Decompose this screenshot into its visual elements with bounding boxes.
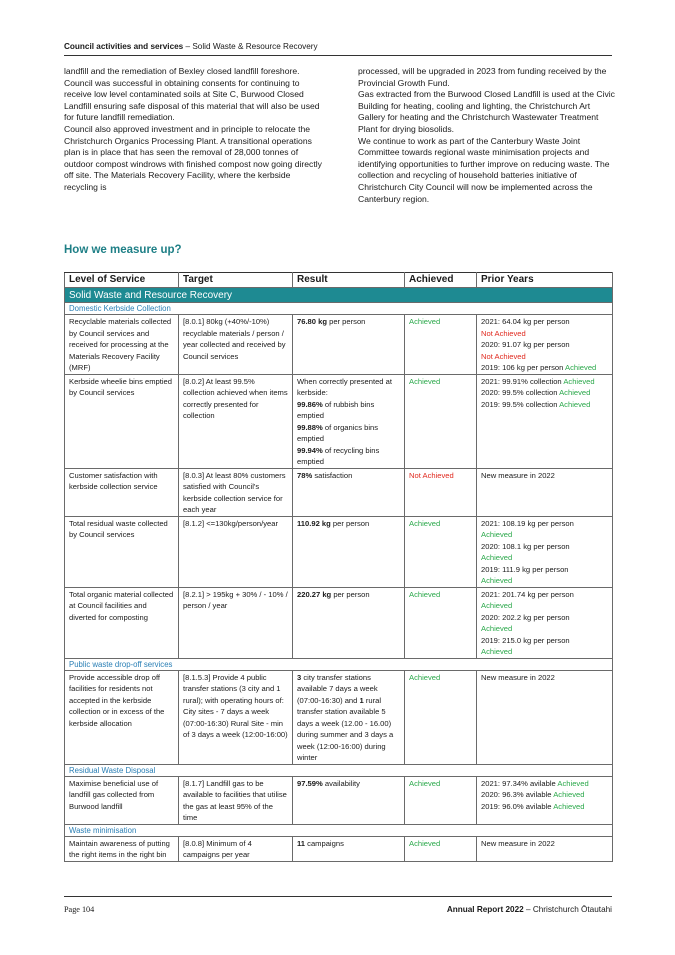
result-line <box>297 470 400 482</box>
table-row <box>65 776 613 824</box>
result-value: 99.86% <box>297 399 323 409</box>
result-value: 99.94% <box>297 445 323 455</box>
table-row <box>65 670 613 764</box>
level-of-service-cell: Maintain awareness of putting the right items in the right bin <box>65 836 179 861</box>
report-city: Christchurch Ōtautahi <box>532 905 612 914</box>
result-cell <box>293 468 405 516</box>
prior-year-status: Achieved <box>553 801 585 811</box>
result-cell <box>293 516 405 587</box>
prior-year-text: New measure in 2022 <box>481 470 555 480</box>
prior-year-text: 2019: 215.0 kg per person <box>481 635 570 645</box>
service-level-table <box>64 272 613 862</box>
table-row <box>65 587 613 658</box>
level-of-service-cell: Customer satisfaction with kerbside collection service <box>65 468 179 516</box>
prior-years-cell <box>477 587 613 658</box>
result-cell <box>293 836 405 861</box>
table-body <box>65 288 613 862</box>
result-text: city transfer stations available 7 days a week (07:00-16:30) and <box>297 672 378 705</box>
prior-year-line <box>481 362 608 374</box>
prior-year-status: Achieved <box>481 624 513 633</box>
target-cell: [8.0.1] 80kg (+40%/-10%) recyclable materials / person / year collected and received by Council services <box>179 315 293 375</box>
result-text: rural transfer station available 5 days a week (12.00 - 16.00) during summer and 3 days a week (12:00-16:00) during winter <box>297 695 394 762</box>
result-value: 1 <box>359 695 364 705</box>
prior-year-status: Achieved <box>565 363 597 372</box>
result-value: 99.88% <box>297 422 323 432</box>
level-of-service-cell: Total organic material collected at Council facilities and diverted for composting <box>65 587 179 658</box>
header-prior-years: Prior Years <box>477 273 613 288</box>
prior-year-status: Achieved <box>559 399 591 409</box>
prior-year-line <box>481 339 608 351</box>
page-number: Page 104 <box>64 905 95 914</box>
prior-year-text: 2021: 201.74 kg per person <box>481 589 574 599</box>
target-cell: [8.2.1] > 195kg + 30% / - 10% / person / year <box>179 587 293 658</box>
subheading-label: Domestic Kerbside Collection <box>65 303 613 315</box>
header-section: Council activities and services <box>64 42 184 51</box>
prior-year-status: Achieved <box>553 790 585 799</box>
prior-year-line <box>481 623 608 635</box>
prior-year-line <box>481 351 608 363</box>
prior-year-line <box>481 518 608 530</box>
table-row <box>65 836 613 861</box>
result-line <box>297 589 400 601</box>
header-level-of-service: Level of Service <box>65 273 179 288</box>
achieved-cell: Achieved <box>405 670 477 764</box>
paragraph: Council also approved investment and in principle to relocate the Christchurch Organics Processing Plant. A transitional operations plan is in place that has seen the removal of 28,000 tonnes of outdoor compost windrows with finished compost now going directly off site. The Materials Recovery Facility, where the kerbside recycling is <box>64 123 322 192</box>
result-text: of organics bins emptied <box>297 422 379 443</box>
prior-year-line <box>481 387 608 399</box>
result-value: 11 <box>297 838 306 848</box>
prior-years-cell <box>477 374 613 468</box>
achieved-cell: Not Achieved <box>405 468 477 516</box>
prior-year-line <box>481 564 608 576</box>
achieved-cell: Achieved <box>405 776 477 824</box>
prior-year-text: 2020: 91.07 kg per person <box>481 340 570 349</box>
prior-year-text: 2019: 96.0% avilable <box>481 801 554 811</box>
prior-year-text: New measure in 2022 <box>481 672 555 682</box>
result-value: 97.59% <box>297 778 323 788</box>
prior-years-cell <box>477 315 613 375</box>
prior-year-text: 2019: 99.5% collection <box>481 399 560 409</box>
page-header <box>64 41 612 56</box>
prior-years-cell <box>477 776 613 824</box>
result-text: of rubbish bins emptied <box>297 399 375 420</box>
prior-year-text: 2019: 111.9 kg per person <box>481 564 569 574</box>
result-line <box>297 778 400 790</box>
prior-year-status: Achieved <box>481 576 513 585</box>
target-cell: [8.0.2] At least 99.5% collection achieved when items correctly presented for collection <box>179 374 293 468</box>
result-line <box>297 518 400 530</box>
prior-year-status: Achieved <box>557 778 589 788</box>
subheading-row <box>65 824 613 836</box>
target-cell: [8.1.7] Landfill gas to be available to facilities that utilise the gas at least 95% of the time <box>179 776 293 824</box>
right-column <box>358 66 618 205</box>
prior-year-line <box>481 646 608 658</box>
prior-year-line <box>481 635 608 647</box>
subheading-label: Waste minimisation <box>65 824 613 836</box>
target-cell: [8.0.3] At least 80% customers satisfied with Council's kerbside collection service for each year <box>179 468 293 516</box>
level-of-service-cell: Kerbside wheelie bins emptied by Council services <box>65 374 179 468</box>
prior-years-cell <box>477 516 613 587</box>
table-row <box>65 516 613 587</box>
result-line <box>297 445 400 468</box>
result-value: 220.27 kg <box>297 589 332 599</box>
prior-year-text: 2021: 97.34% avilable <box>481 778 558 788</box>
prior-year-line <box>481 575 608 587</box>
target-cell: [8.1.2] <=130kg/person/year <box>179 516 293 587</box>
prior-year-text: 2021: 64.04 kg per person <box>481 317 570 326</box>
achieved-cell: Achieved <box>405 516 477 587</box>
header-result: Result <box>293 273 405 288</box>
result-line <box>297 399 400 422</box>
result-line <box>297 376 400 399</box>
achieved-cell: Achieved <box>405 587 477 658</box>
prior-year-status: Achieved <box>481 647 513 656</box>
prior-year-status: Achieved <box>563 376 595 386</box>
header-target: Target <box>179 273 293 288</box>
level-of-service-cell: Total residual waste collected by Council services <box>65 516 179 587</box>
band-title: Solid Waste and Resource Recovery <box>65 288 613 303</box>
result-line <box>297 422 400 445</box>
result-line <box>297 838 400 850</box>
table-row <box>65 374 613 468</box>
header-subsection: Solid Waste & Resource Recovery <box>192 42 318 51</box>
header-achieved: Achieved <box>405 273 477 288</box>
prior-year-line <box>481 399 608 411</box>
result-text: of recycling bins emptied <box>297 445 380 466</box>
prior-year-line <box>481 316 608 328</box>
subheading-row <box>65 303 613 315</box>
prior-year-line <box>481 672 608 684</box>
prior-year-status: Achieved <box>481 601 513 610</box>
prior-years-cell <box>477 670 613 764</box>
paragraph: landfill and the remediation of Bexley closed landfill foreshore. Council was successful in obtaining consents for continuing to receive low level contaminated soils at Site C, Burwood Closed Landfill ensuring safe disposal of this material that will also be used for future landfill remediation. <box>64 66 320 123</box>
prior-year-text: New measure in 2022 <box>481 838 555 848</box>
prior-year-text: 2019: 106 kg per person <box>481 363 566 372</box>
result-cell <box>293 374 405 468</box>
result-text: per person <box>326 317 366 326</box>
subheading-label: Public waste drop-off services <box>65 658 613 670</box>
result-cell <box>293 315 405 375</box>
paragraph: We continue to work as part of the Canterbury Waste Joint Committee towards regional waste minimisation projects and identifying opportunities to further improve on reducing waste. The collection and recycling of household batteries initiative of Christchurch City Council will now be implemented across the Canterbury region. <box>358 135 610 204</box>
result-text: campaigns <box>305 838 344 848</box>
prior-year-line <box>481 541 608 553</box>
prior-year-line <box>481 552 608 564</box>
prior-year-status: Not Achieved <box>481 328 526 338</box>
target-cell: [8.1.5.3] Provide 4 public transfer stations (3 city and 1 rural); with operating hours of: City sites - 7 days a week (07:00-16:30) Rural Site - min of 3 days a week (12:00-16:00) <box>179 670 293 764</box>
prior-year-line <box>481 376 608 388</box>
result-value: 3 <box>297 672 302 682</box>
achieved-cell: Achieved <box>405 315 477 375</box>
band-row <box>65 288 613 303</box>
prior-year-text: 2020: 99.5% collection <box>481 388 560 397</box>
table-row <box>65 468 613 516</box>
page-footer <box>64 896 612 914</box>
level-of-service-cell: Maximise beneficial use of landfill gas collected from Burwood landfill <box>65 776 179 824</box>
left-column <box>64 66 324 194</box>
subheading-label: Residual Waste Disposal <box>65 764 613 776</box>
subheading-row <box>65 764 613 776</box>
prior-year-text: 2020: 202.2 kg per person <box>481 612 570 622</box>
result-text: availability <box>322 778 360 788</box>
result-line <box>297 696 393 763</box>
level-of-service-cell: Provide accessible drop off facilities for residents not accepted in the kerbside collection or in excess of the kerbside allocation <box>65 670 179 764</box>
result-value: 110.92 kg <box>297 518 331 528</box>
header-separator: – <box>183 42 193 51</box>
prior-year-line <box>481 778 608 790</box>
prior-year-status: Achieved <box>559 388 591 397</box>
prior-year-line <box>481 600 608 612</box>
report-title <box>447 905 612 914</box>
prior-year-line <box>481 838 608 850</box>
result-cell <box>293 670 405 764</box>
report-name: Annual Report 2022 <box>446 905 524 914</box>
prior-year-text: 2020: 108.1 kg per person <box>481 541 570 551</box>
prior-year-line <box>481 789 608 801</box>
level-of-service-cell: Recyclable materials collected by Council services and received for processing at the Materials Recovery Facility (MRF) <box>65 315 179 375</box>
prior-year-status: Achieved <box>481 553 513 562</box>
prior-year-line <box>481 612 608 624</box>
prior-year-line <box>481 529 608 541</box>
result-text: per person <box>331 589 370 599</box>
prior-year-text: 2021: 99.91% collection <box>481 376 564 386</box>
footer-separator: – <box>523 905 533 914</box>
result-cell <box>293 776 405 824</box>
section-title: How we measure up? <box>64 244 182 256</box>
paragraph: processed, will be upgraded in 2023 from funding received by the Provincial Growth Fund. <box>358 66 607 88</box>
table-header-row <box>65 273 613 288</box>
result-value: 76.80 kg <box>297 317 327 326</box>
paragraph: Gas extracted from the Burwood Closed Landfill is used at the Civic Building for heating, cooling and lighting, the Christchurch Art Gallery for heating and the Christchurch Wastewater Treatment Plant for drying biosolids. <box>358 89 615 134</box>
prior-year-line <box>481 328 608 340</box>
achieved-cell: Achieved <box>405 836 477 861</box>
prior-year-line <box>481 801 608 813</box>
prior-year-line <box>481 470 608 482</box>
result-cell <box>293 587 405 658</box>
prior-years-cell <box>477 468 613 516</box>
result-text: When correctly presented at kerbside: <box>297 376 392 397</box>
achieved-cell: Achieved <box>405 374 477 468</box>
prior-year-text: 2021: 108.19 kg per person <box>481 518 574 528</box>
prior-years-cell <box>477 836 613 861</box>
target-cell: [8.0.8] Minimum of 4 campaigns per year <box>179 836 293 861</box>
prior-year-status: Achieved <box>481 530 513 539</box>
prior-year-line <box>481 589 608 601</box>
prior-year-text: 2020: 96.3% avilable <box>481 790 554 799</box>
result-value: 78% <box>297 470 313 480</box>
result-text: per person <box>330 518 370 528</box>
result-line <box>297 316 400 328</box>
prior-year-status: Not Achieved <box>481 351 526 361</box>
table-row <box>65 315 613 375</box>
result-text: satisfaction <box>312 470 353 480</box>
subheading-row <box>65 658 613 670</box>
